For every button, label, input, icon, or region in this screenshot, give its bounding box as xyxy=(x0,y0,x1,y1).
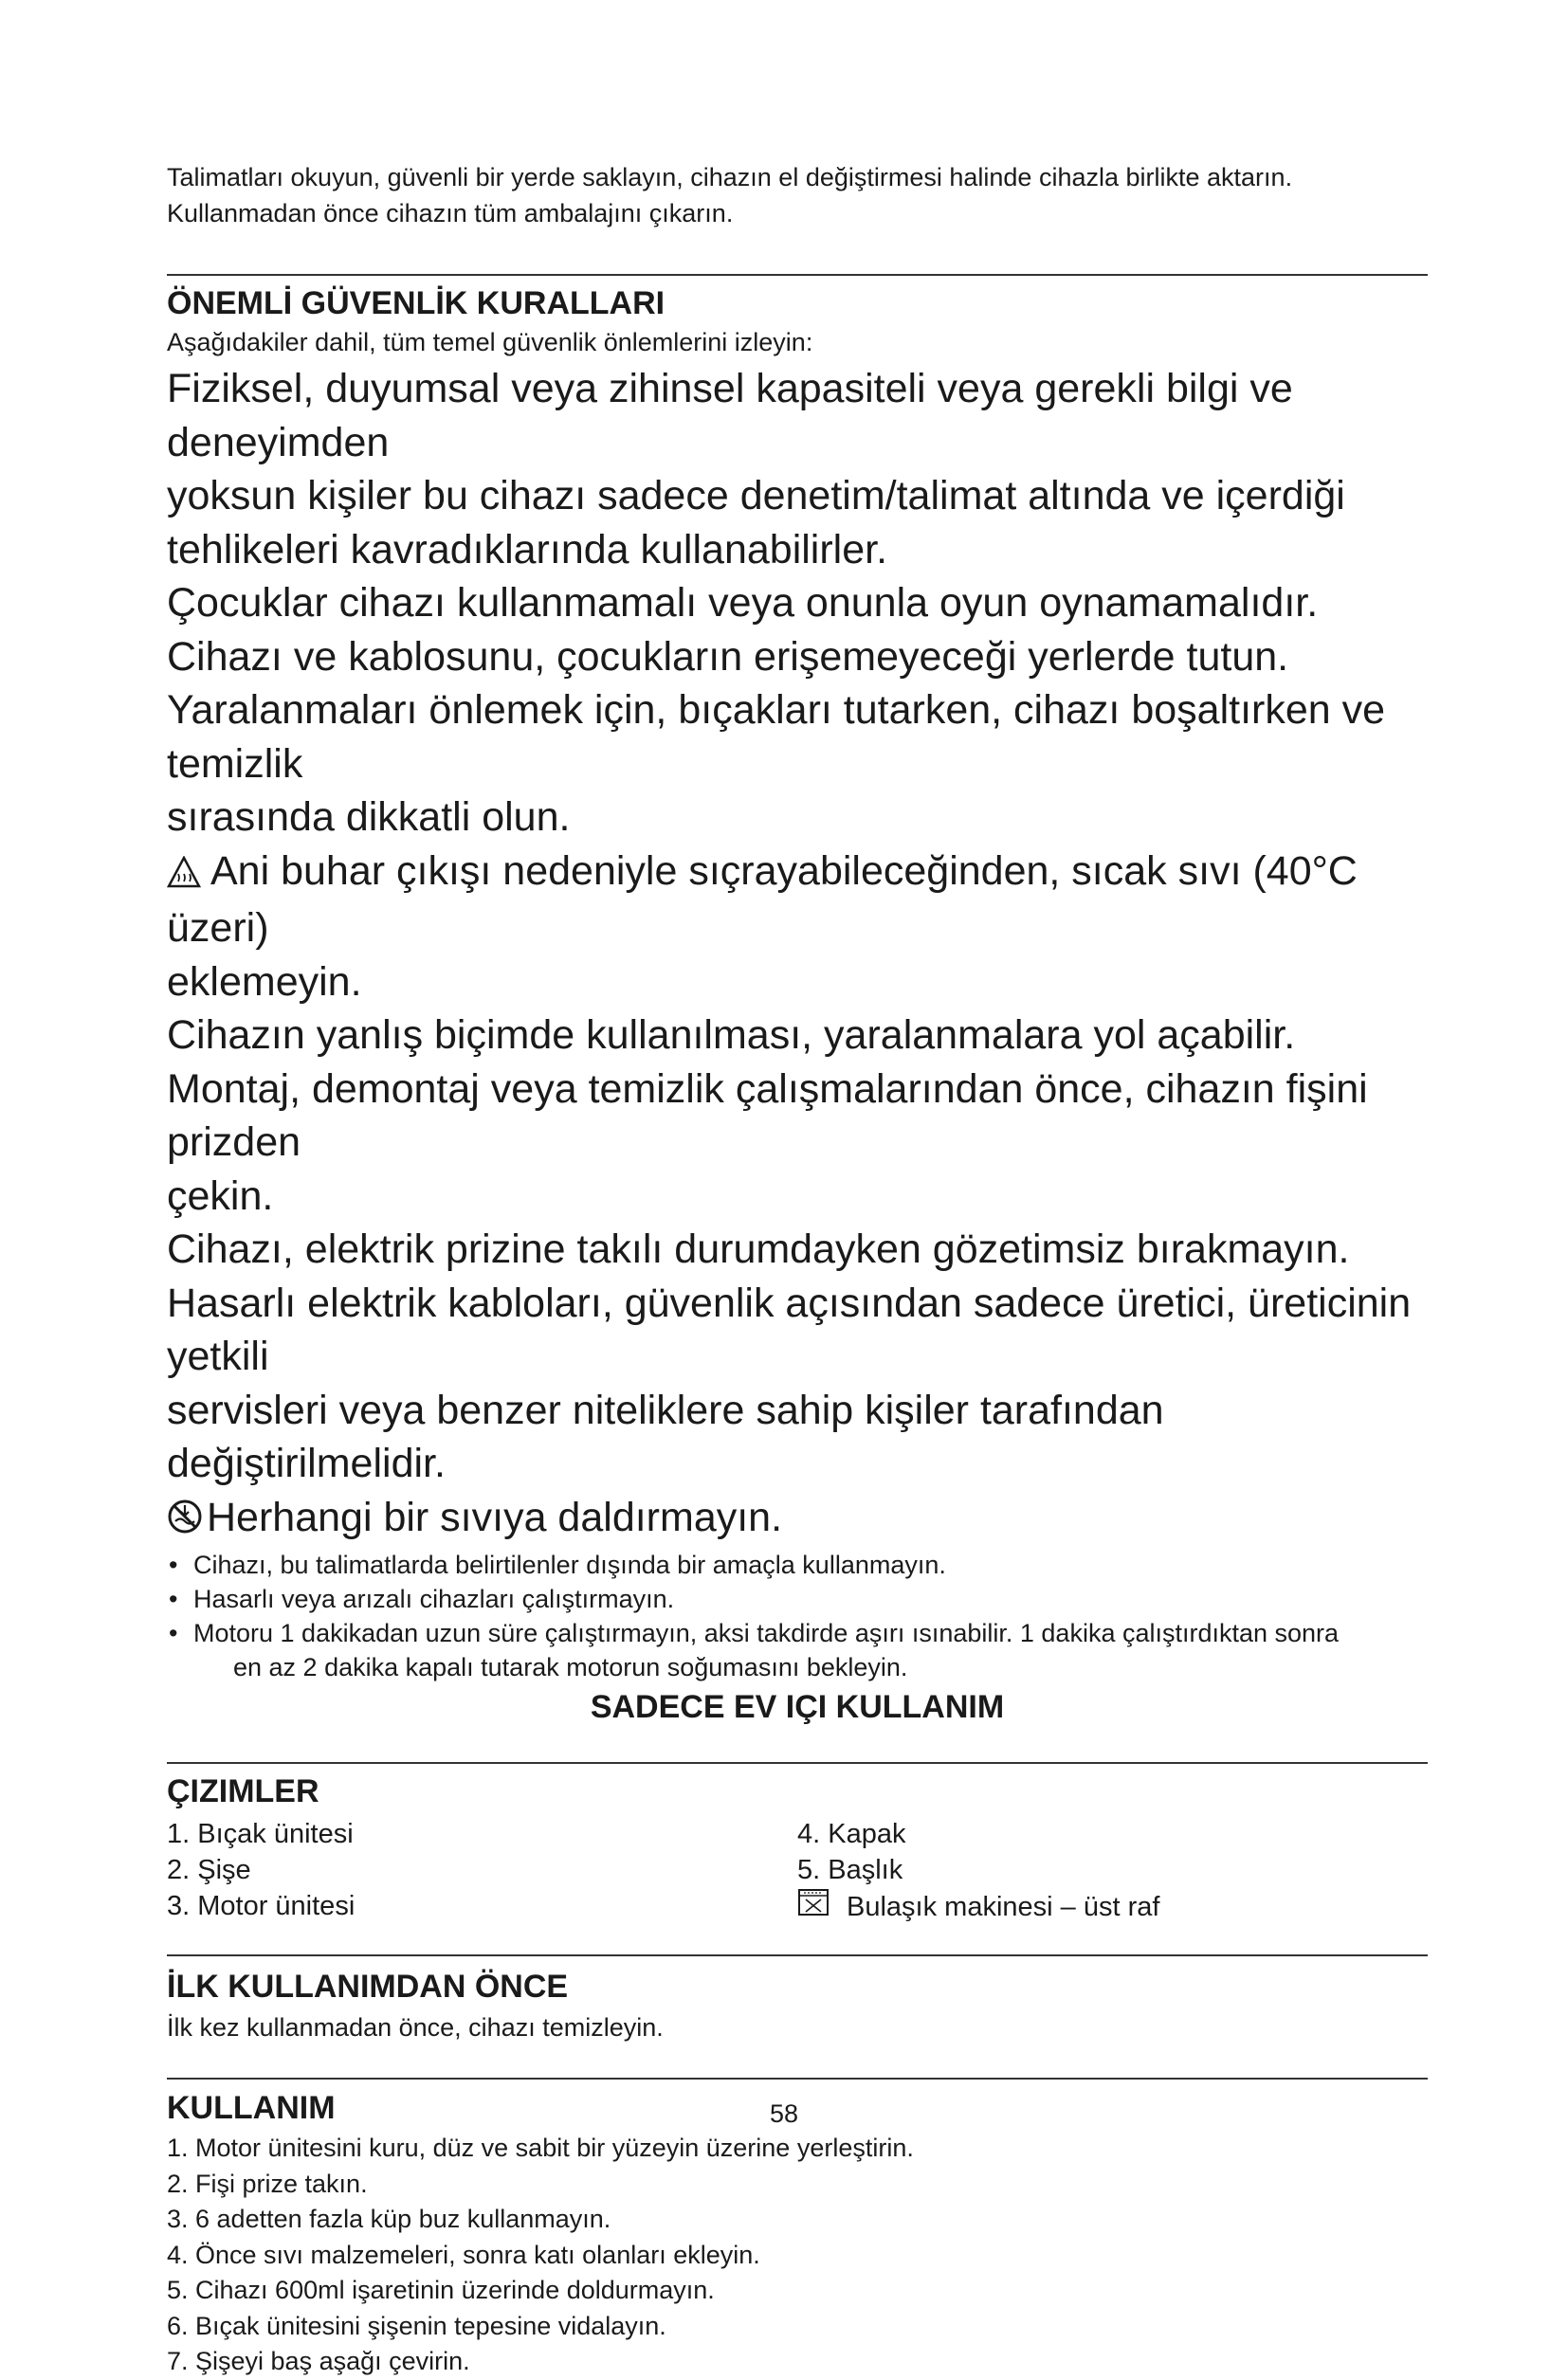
part-item: 4. Kapak xyxy=(797,1819,906,1849)
safety-subtitle: Aşağıdakiler dahil, tüm temel güvenlik önlemlerini izleyin: xyxy=(167,328,813,356)
rule-line: Cihazın yanlış biçimde kullanılması, yaralanmalara yol açabilir. xyxy=(167,1012,1296,1058)
dishwasher-icon xyxy=(797,1888,847,1926)
part-item: 2. Şişe xyxy=(167,1855,251,1885)
rule-line: eklemeyin. xyxy=(167,958,362,1005)
rule-line: Cihazı, elektrik prizine takılı durumdayken gözetimsiz bırakmayın. xyxy=(167,1226,1350,1272)
rule-line: Fiziksel, duyumsal veya zihinsel kapasiteli veya gerekli bilgi ve deneyimden xyxy=(167,366,1293,465)
dishwasher-note xyxy=(797,1888,1428,1926)
bullet-continuation: en az 2 dakika kapalı tutarak motorun soğumasını bekleyin. xyxy=(233,1653,908,1681)
step-item: 6. Bıçak ünitesini şişenin tepesine vidalayın. xyxy=(167,2311,666,2340)
rule-line: servisleri veya benzer niteliklere sahip kişiler tarafından değiştirilmelidir. xyxy=(167,1387,1164,1486)
bullet-item: • Hasarlı veya arızalı cihazları çalıştırmayın. xyxy=(167,1582,1428,1616)
rule-line: Montaj, demontaj veya temizlik çalışmalarından önce, cihazın fişini prizden xyxy=(167,1065,1368,1165)
rule-line-immerse xyxy=(167,1491,1428,1549)
safety-rules xyxy=(167,362,1428,1548)
first-use-title: İLK KULLANIMDAN ÖNCE xyxy=(167,1969,569,2005)
step-item: 2. Fişi prize takın. xyxy=(167,2169,368,2198)
document-page xyxy=(167,159,1428,2380)
rule-text: Herhangi bir sıvıya daldırmayın. xyxy=(207,1494,783,1540)
rule-line-hot-liquid xyxy=(167,845,1428,955)
bullet-item xyxy=(167,1616,1428,1684)
rule-line: Çocuklar cihazı kullanmamalı veya onunla oyun oynamamalıdır. xyxy=(167,580,1319,626)
intro-line: Talimatları okuyun, güvenli bir yerde saklayın, cihazın el değiştirmesi halinde cihazla birlikte aktarın. xyxy=(167,163,1293,191)
rule-line: yoksun kişiler bu cihazı sadece denetim/talimat altında ve içerdiği xyxy=(167,473,1345,518)
parts-column-left xyxy=(167,1816,797,1926)
parts-column-right xyxy=(797,1816,1428,1926)
step-item: 7. Şişeyi baş aşağı çevirin. xyxy=(167,2347,470,2375)
rule-text: Ani buhar çıkışı nedeniyle sıçrayabileceğinden, sıcak sıvı (40°C üzeri) xyxy=(167,847,1358,951)
rule-line: çekin. xyxy=(167,1172,274,1219)
safety-bullets xyxy=(167,1548,1428,1684)
usage-title: KULLANIM xyxy=(167,2090,336,2126)
dishwasher-text: Bulaşık makinesi – üst raf xyxy=(847,1892,1160,1922)
safety-title: ÖNEMLİ GÜVENLİK KURALLARI xyxy=(167,285,665,321)
rule-line: sırasında dikkatli olun. xyxy=(167,794,571,840)
no-immersion-icon xyxy=(167,1495,203,1549)
rule-line: Yaralanmaları önlemek için, bıçakları tutarken, cihazı boşaltırken ve temizlik xyxy=(167,687,1386,787)
step-item: 5. Cihazı 600ml işaretinin üzerinde doldurmayın. xyxy=(167,2276,715,2304)
parts-list xyxy=(167,1816,1428,1926)
step-item: 3. 6 adetten fazla küp buz kullanmayın. xyxy=(167,2205,611,2233)
household-use-note: SADECE EV IÇI KULLANIM xyxy=(590,1689,1005,1725)
usage-steps xyxy=(167,2131,1428,2380)
rule-line: Hasarlı elektrik kabloları, güvenlik açısından sadece üretici, üreticinin yetkili xyxy=(167,1280,1412,1379)
part-item: 1. Bıçak ünitesi xyxy=(167,1819,354,1849)
part-item: 3. Motor ünitesi xyxy=(167,1891,356,1921)
rule-line: tehlikeleri kavradıklarında kullanabilirler. xyxy=(167,526,888,572)
bullet-text: Motoru 1 dakikadan uzun süre çalıştırmayın, aksi takdirde aşırı ısınabilir. 1 dakika çalıştırdıktan sonra xyxy=(193,1619,1340,1647)
intro xyxy=(167,159,1428,231)
part-item: 5. Başlık xyxy=(797,1855,903,1885)
bullet-item: • Cihazı, bu talimatlarda belirtilenler dışında bir amaçla kullanmayın. xyxy=(167,1548,1428,1582)
intro-line: Kullanmadan önce cihazın tüm ambalajını çıkarın. xyxy=(167,199,734,227)
step-item: 1. Motor ünitesini kuru, düz ve sabit bir yüzeyin üzerine yerleştirin. xyxy=(167,2134,914,2162)
rule-line: Cihazı ve kablosunu, çocukların erişemeyeceği yerlerde tutun. xyxy=(167,633,1289,680)
step-item: 4. Önce sıvı malzemeleri, sonra katı olanları ekleyin. xyxy=(167,2240,760,2269)
hot-surface-warning-icon xyxy=(167,848,201,902)
page-number: 58 xyxy=(769,2099,799,2128)
drawings-title: ÇIZIMLER xyxy=(167,1773,319,1809)
first-use-text: İlk kez kullanmadan önce, cihazı temizleyin. xyxy=(167,2013,664,2042)
